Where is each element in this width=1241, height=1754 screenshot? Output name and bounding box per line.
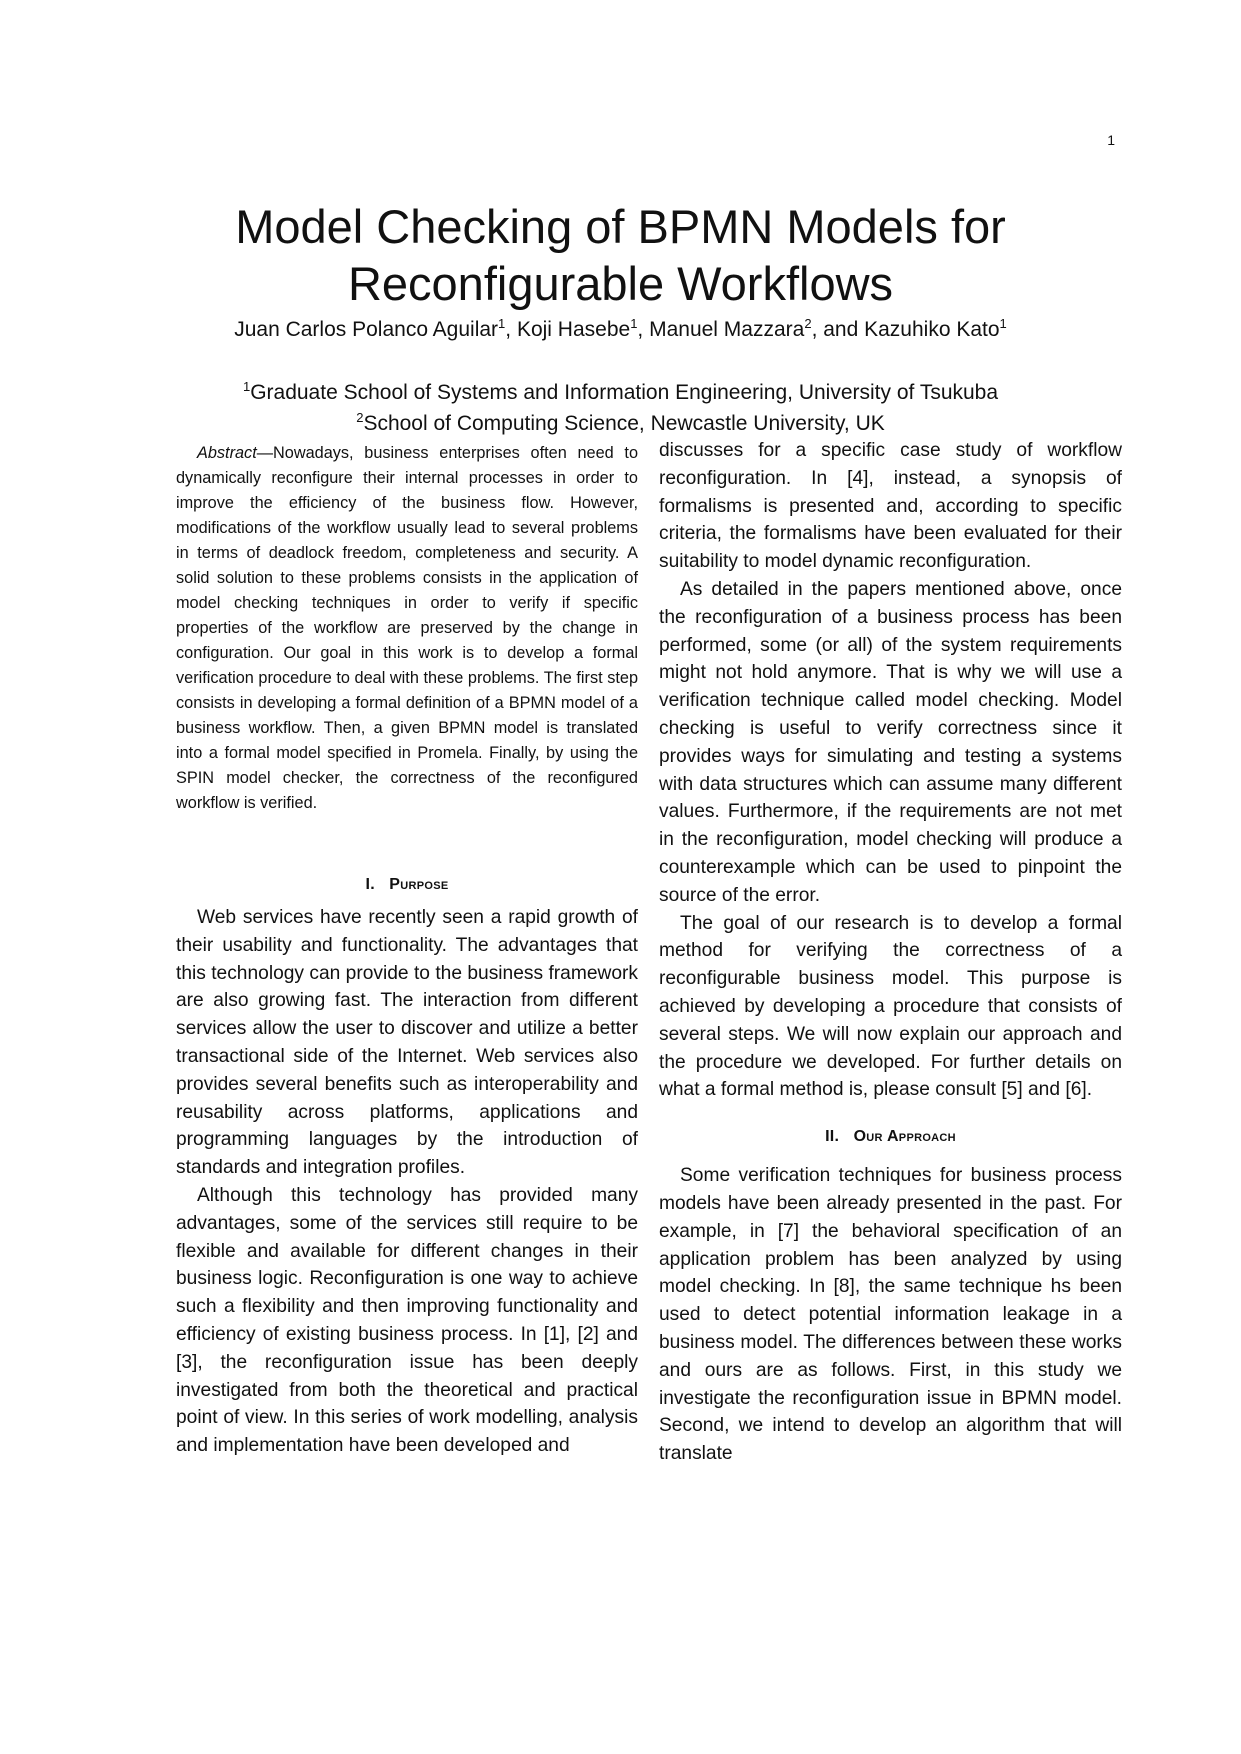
section-heading-our-approach	[659, 1128, 1122, 1146]
title-line-2: Reconfigurable Workflows	[347, 257, 894, 310]
paragraph: The goal of our research is to develop a formal method for verifying the correctness of a reconfigurable business model. This purpose is achieved by developing a procedure that consists of several steps. We will now explain our approach and the procedure we developed. For further details on what a formal method is, please consult [5] and [6].	[659, 912, 1122, 1101]
author-list	[0, 318, 1241, 342]
author-name: Manuel Mazzara	[649, 318, 805, 341]
paper-title	[0, 198, 1241, 312]
left-column	[176, 441, 638, 1460]
author-affiliation-mark: 1	[498, 316, 506, 331]
author-affiliation-mark: 1	[999, 316, 1007, 331]
title-line-1: Model Checking of BPMN Models for	[235, 200, 1006, 253]
affiliation-mark: 1	[242, 379, 251, 394]
author-separator: ,	[505, 318, 517, 341]
right-column-body	[659, 437, 1122, 1104]
right-column	[659, 441, 1122, 1468]
paragraph: As detailed in the papers mentioned above, once the reconfiguration of a business process has been performed, some (or all) of the system requirements might not hold anymore. That is why we will use a verification technique called model checking. Model checking is useful to verify correctness since it provides ways for simulating and testing a systems with data structures which can assume many different values. Furthermore, if the requirements are not met in the reconfiguration, model checking will produce a counterexample which can be used to pinpoint the source of the error.	[659, 578, 1122, 906]
author-name: Juan Carlos Polanco Aguilar	[234, 318, 499, 341]
purpose-body	[176, 904, 638, 1460]
author-name: Koji Hasebe	[516, 318, 631, 341]
affiliation	[0, 408, 1241, 439]
author-separator: ,	[637, 318, 650, 341]
approach-body	[659, 1162, 1122, 1468]
abstract	[176, 441, 638, 816]
section-number: I.	[365, 876, 375, 893]
abstract-lead: Abstract	[197, 444, 257, 462]
abstract-text: —Nowadays, business enterprises often need to dynamically reconfigure their internal processes in order to improve the efficiency of the business flow. However, modifications of the workflow usually lead to several problems in terms of deadlock freedom, completeness and security. A solid solution to these problems consists in the application of model checking techniques in order to verify if specific properties of the workflow are preserved by the change in configuration. Our goal in this work is to develop a formal verification procedure to deal with these problems. The first step consists in developing a formal definition of a BPMN model of a business workflow. Then, a given BPMN model is translated into a formal model specified in Promela. Finally, by using the SPIN model checker, the correctness of the reconfigured workflow is verified.	[176, 444, 638, 812]
affiliation	[0, 377, 1241, 408]
author-separator: , and	[811, 318, 865, 341]
paragraph-continuation: discusses for a specific case study of workflow reconfiguration. In [4], instead, a synopsis of formalisms is presented and, according to specific criteria, the formalisms have been evaluated for their suitability to model dynamic reconfiguration.	[659, 440, 1122, 573]
section-heading-purpose	[176, 876, 638, 894]
affiliation-text: Graduate School of Systems and Information Engineering, University of Tsukuba	[250, 381, 999, 404]
author-affiliation-mark: 1	[630, 316, 638, 331]
affiliation-mark: 2	[356, 410, 364, 425]
section-title: Purpose	[389, 876, 449, 893]
paragraph: Web services have recently seen a rapid growth of their usability and functionality. The advantages that this technology can provide to the business framework are also growing fast. The interaction from different services allow the user to discover and utilize a better transactional side of the Internet. Web services also provides several benefits such as interoperability and reusability across platforms, applications and programming languages by the introduction of standards and integration profiles.	[176, 907, 638, 1179]
paragraph: Although this technology has provided many advantages, some of the services still require to be flexible and available for different changes in their business logic. Reconfiguration is one way to achieve such a flexibility and then improving functionality and efficiency of existing business process. In [1], [2] and [3], the reconfiguration issue has been deeply investigated from both the theoretical and practical point of view. In this series of work modelling, analysis and implementation have been developed and	[176, 1184, 638, 1457]
section-number: II.	[825, 1128, 840, 1146]
section-title: Our Approach	[853, 1128, 956, 1146]
page-number: 1	[1107, 132, 1115, 148]
author-name: Kazuhiko Kato	[864, 318, 1000, 341]
author-affiliation-mark: 2	[804, 316, 812, 331]
affiliation-text: School of Computing Science, Newcastle University, UK	[363, 412, 885, 435]
paragraph: Some verification techniques for business process models have been already presented in the past. For example, in [7] the behavioral specification of an application problem has been analyzed by using model checking. In [8], the same technique hs been used to detect potential information leakage in a business model. The differences between these works and ours are as follows. First, in this study we investigate the reconfiguration issue in BPMN model. Second, we intend to develop an algorithm that will translate	[659, 1165, 1122, 1465]
affiliations	[0, 377, 1241, 439]
